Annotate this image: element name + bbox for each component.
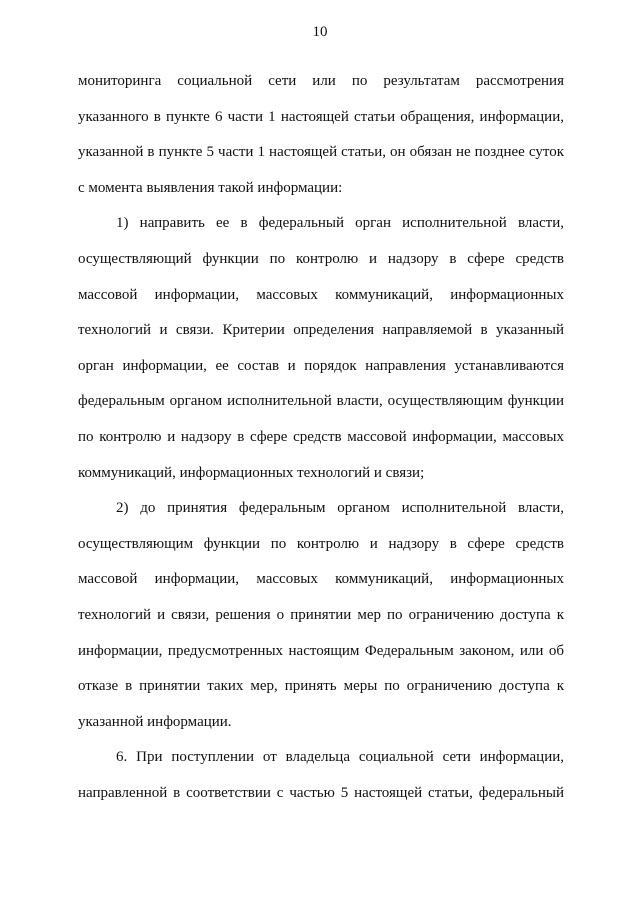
paragraph-3-item-2 [78, 491, 564, 740]
text-line: по контролю и надзору в сфере средств массовой информации, массовых [78, 428, 564, 445]
text-line: направленной в соответствии с частью 5 настоящей статьи, федеральный [78, 784, 564, 801]
text-line: массовой информации, массовых коммуникаций, информационных [78, 571, 564, 588]
text-line: орган информации, ее состав и порядок направления устанавливаются [78, 357, 564, 374]
text-line: коммуникаций, информационных технологий и связи; [78, 464, 425, 481]
text-line: информации, предусмотренных настоящим Федеральным законом, или об [78, 642, 564, 659]
text-line: мониторинга социальной сети или по результатам рассмотрения [78, 73, 564, 89]
paragraph-2-item-1 [78, 206, 564, 491]
text-line: указанного в пункте 6 части 1 настоящей статьи обращения, информации, [78, 108, 564, 125]
text-line: осуществляющим функции по контролю и надзору в сфере средств [78, 535, 564, 552]
text-line: осуществляющий функции по контролю и надзору в сфере средств [78, 250, 564, 267]
paragraph-4-section-6 [78, 740, 564, 811]
text-line: с момента выявления такой информации: [78, 179, 343, 196]
text-line: указанной информации. [78, 713, 232, 730]
text-line: федеральным органом исполнительной власти, осуществляющим функции [78, 393, 564, 410]
document-body [78, 64, 564, 811]
text-line: технологий и связи. Критерии определения направляемой в указанный [78, 322, 564, 339]
text-line: 2) до принятия федеральным органом исполнительной власти, [116, 500, 564, 517]
text-line: отказе в принятии таких мер, принять меры по ограничению доступа к [78, 678, 564, 695]
text-line: 1) направить ее в федеральный орган исполнительной власти, [116, 215, 564, 232]
text-line: указанной в пункте 5 части 1 настоящей статьи, он обязан не позднее суток [78, 144, 564, 161]
text-line: 6. При поступлении от владельца социальной сети информации, [116, 749, 564, 766]
paragraph-1 [78, 64, 564, 206]
text-line: технологий и связи, решения о принятии мер по ограничению доступа к [78, 606, 564, 623]
text-line: массовой информации, массовых коммуникаций, информационных [78, 286, 564, 303]
page-number: 10 [312, 24, 328, 40]
